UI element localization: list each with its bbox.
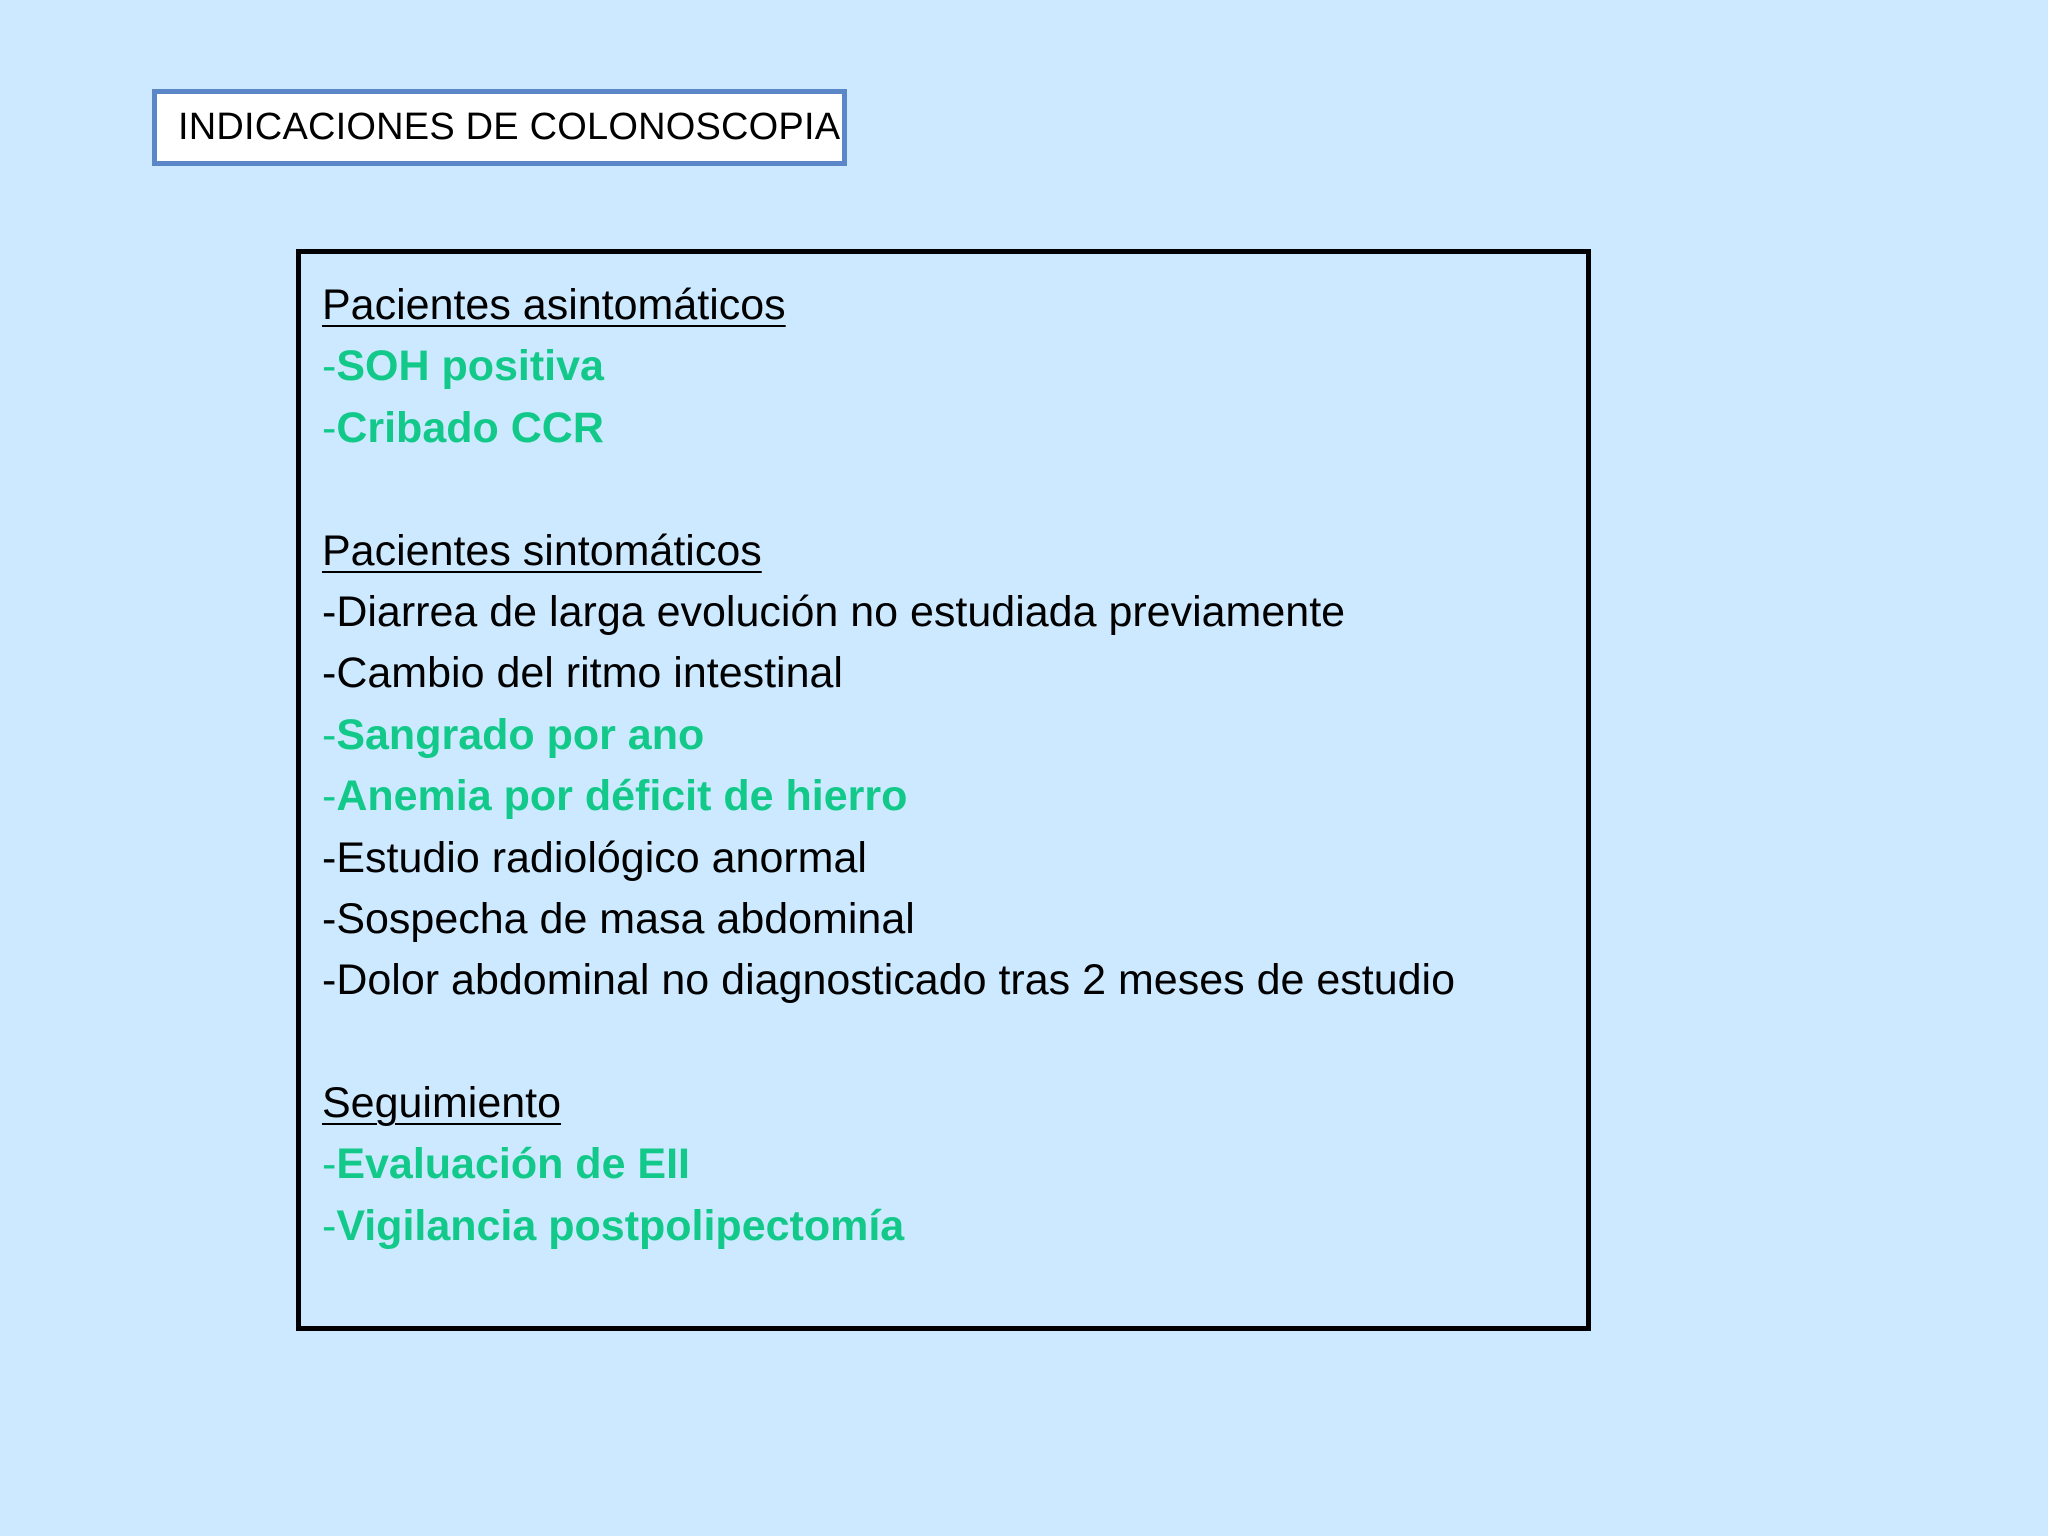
item-dash: - — [322, 587, 337, 636]
item-dash: - — [322, 649, 337, 698]
list-item — [322, 828, 1586, 889]
item-text: Estudio radiológico anormal — [336, 833, 867, 882]
list-item — [322, 1134, 1586, 1195]
item-text: SOH positiva — [336, 342, 604, 391]
item-dash: - — [322, 403, 337, 452]
item-text: Evaluación de EII — [336, 1140, 691, 1189]
spacer — [322, 459, 1586, 520]
section-heading: Seguimiento — [322, 1079, 562, 1128]
item-dash: - — [322, 772, 337, 821]
item-text: Sospecha de masa abdominal — [336, 894, 915, 943]
item-text: Sangrado por ano — [336, 710, 705, 759]
list-item — [322, 705, 1586, 766]
item-text: Cribado CCR — [336, 403, 604, 452]
item-dash: - — [322, 833, 337, 882]
list-item — [322, 766, 1586, 827]
list-item — [322, 950, 1586, 1011]
list-item — [322, 336, 1586, 397]
list-item — [322, 643, 1586, 704]
list-item — [322, 398, 1586, 459]
item-text: Cambio del ritmo intestinal — [336, 649, 843, 698]
item-dash: - — [322, 1201, 337, 1250]
item-dash: - — [322, 956, 337, 1005]
list-item — [322, 889, 1586, 950]
item-dash: - — [322, 342, 337, 391]
spacer — [322, 1012, 1586, 1073]
item-dash: - — [322, 894, 337, 943]
section-heading: Pacientes sintomáticos — [322, 526, 762, 575]
item-text: Dolor abdominal no diagnosticado tras 2 meses de estudio — [336, 956, 1455, 1005]
item-text: Anemia por déficit de hierro — [336, 772, 908, 821]
title-box — [152, 89, 847, 166]
list-item — [322, 582, 1586, 643]
item-dash: - — [322, 1140, 337, 1189]
item-text: Diarrea de larga evolución no estudiada previamente — [336, 587, 1346, 636]
item-text: Vigilancia postpolipectomía — [336, 1201, 905, 1250]
section-heading: Pacientes asintomáticos — [322, 281, 786, 329]
indications-box — [296, 249, 1591, 1331]
list-item — [322, 1196, 1586, 1257]
slide-title: INDICACIONES DE COLONOSCOPIA — [178, 106, 841, 148]
item-dash: - — [322, 710, 337, 759]
